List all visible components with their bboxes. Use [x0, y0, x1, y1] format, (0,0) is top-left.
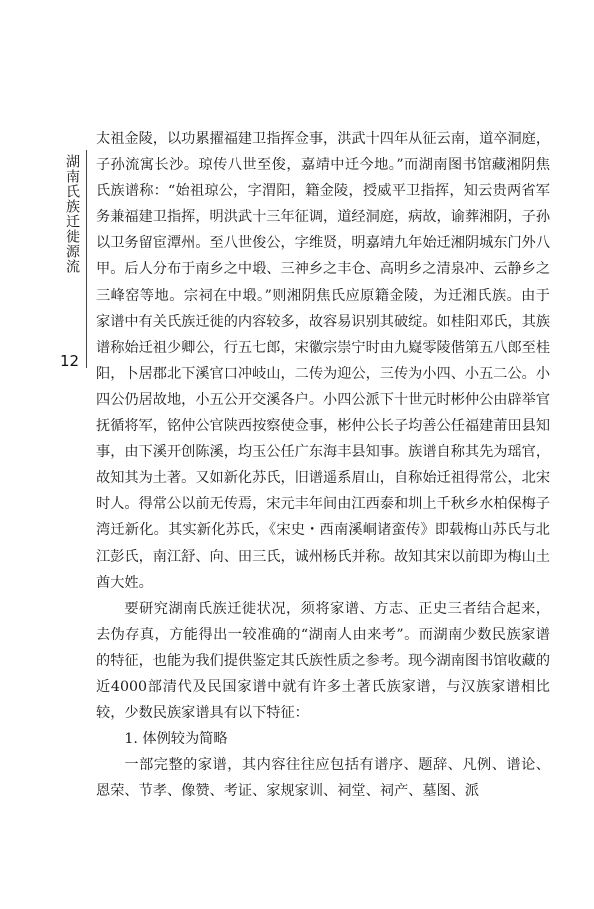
body-text	[96, 126, 550, 804]
paragraph: 要研究湖南氏族迁徙状况，须将家谱、方志、正史三者结合起来，去伪存真，方能得出一较准确的“湖南人由来考”。而湖南少数民族家谱的特征，也能为我们提供鉴定其氏族性质之参考。现今湖南图书馆收藏的近4000部清代及民国家谱中就有许多土著氏族家谱，与汉族家谱相比较，少数民族家谱具有以下特征：	[96, 600, 551, 722]
page-number: 12	[60, 352, 80, 370]
margin-rule	[86, 150, 87, 368]
section-heading: 1. 体例较为简略	[124, 731, 228, 748]
running-head: 湖南氏族迁徙源流	[64, 154, 80, 274]
paragraph: 一部完整的家谱，其内容往往应包括有谱序、题辞、凡例、谱论、恩荣、节孝、像赞、考证、家规家训、祠堂、祠产、墓图、派	[96, 757, 550, 800]
paragraph: 太祖金陵，以功累擢福建卫指挥佥事，洪武十四年从征云南，道卒洞庭，子孙流寓长沙。琼传八世至俊，嘉靖中迁今地。”而湖南图书馆藏湘阴焦氏族谱称：“始祖琼公，字渭阳，籍金陵，授威平卫指挥，知云贵两省军务兼福建卫指挥，明洪武十三年征调，道经洞庭，病故，谕葬湘阴，子孙以卫务留宦潭州。至八世俊公，字维贤，明嘉靖九年始迁湘阴城东门外八甲。后人分布于南乡之中塅、三神乡之丰仓、高明乡之清泉冲、云静乡之三峰窑等地。宗祠在中塅。”则湘阴焦氏应原籍金陵，为迁湘氏族。由于家谱中有关氏族迁徙的内容较多，故容易识别其破绽。如桂阳邓氏，其族谱称始迁祖少卿公，行五七郎，宋徽宗崇宁时由九嶷零陵偕第五八郎至桂阳，卜居郡北下溪官口冲岐山，二传为迎公，三传为小四、小五二公。小四公仍居故地，小五公开交溪各户。小四公派下十世元时彬仲公由辟举官抚循将军，铭仲公官陕西按察使佥事，彬仲公长子均善公任福建莆田县知事，由下溪开创陈溪，均玉公任广东海丰县知事。族谱自称其先为瑶官，故知其为土著。又如新化苏氏，旧谱遥系眉山，自称始迁祖得常公，北宋时人。得常公以前无传焉，宋元丰年间由江西泰和圳上千秋乡水柏保梅子湾迁新化。其实新化苏氏，《宋史・西南溪峒诸蛮传》即载梅山苏氏与北江彭氏，南江舒、向、田三氏，诚州杨氏并称。故知其宋以前即为梅山土酋大姓。	[96, 131, 551, 591]
